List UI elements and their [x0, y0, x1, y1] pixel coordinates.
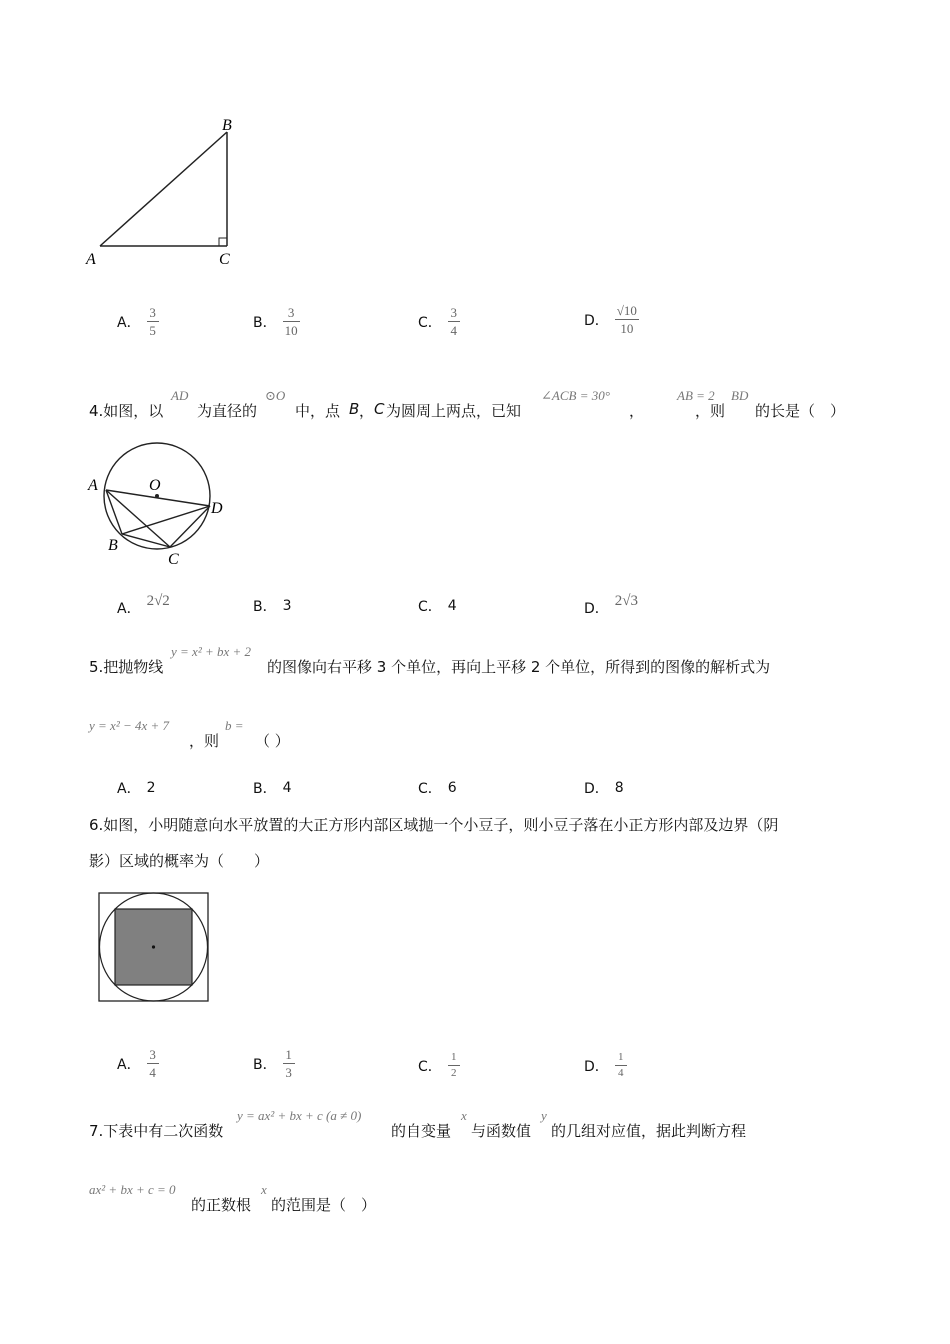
- q4-text-1: 4.如图，以: [89, 402, 164, 420]
- option-value: 2√3: [614, 592, 639, 609]
- q7-text-3: 与函数值: [471, 1122, 532, 1140]
- option-label: D．: [584, 781, 609, 797]
- point-label-o: O: [149, 477, 161, 494]
- q4-text-3: 中，点: [295, 402, 341, 420]
- q4-option-b[interactable]: [253, 596, 292, 616]
- fraction: $\frac{1}{4}$: [615, 1050, 627, 1081]
- option-value: 4: [282, 780, 292, 796]
- squares-figure: [96, 890, 212, 1004]
- q5-option-b[interactable]: [253, 778, 292, 798]
- q7-math-y: y: [541, 1108, 547, 1123]
- q4-option-d[interactable]: [584, 584, 638, 618]
- q5-math-result: y = x² − 4x + 7: [89, 718, 170, 733]
- fraction: $\frac{1}{3}$: [283, 1046, 295, 1081]
- q6-stem-line2: 影）区域的概率为（ ）: [89, 852, 270, 870]
- q7-math-x: x: [461, 1108, 467, 1123]
- q4-stem: [89, 388, 869, 428]
- option-label: C．: [418, 781, 442, 797]
- q5-option-d[interactable]: [584, 778, 624, 798]
- q7-text-5: 的正数根: [191, 1196, 252, 1214]
- option-label: D．: [584, 1058, 609, 1075]
- q3-option-c[interactable]: [418, 304, 460, 339]
- option-label: B．: [253, 314, 277, 331]
- q4-text-7: ，则: [695, 402, 726, 420]
- option-label: C．: [418, 599, 442, 615]
- q7-math-root-x: x: [261, 1182, 267, 1197]
- option-label: C．: [418, 314, 442, 331]
- q4-math-angle: ∠ACB = 30°: [541, 388, 610, 403]
- q4-math-ab: AB = 2: [677, 388, 715, 403]
- option-value: 2√2: [146, 592, 170, 609]
- q7-text-1: 7.下表中有二次函数: [89, 1122, 224, 1140]
- fraction: $\frac{3}{4}$: [448, 304, 460, 339]
- option-label: A．: [117, 1056, 141, 1073]
- q4-math-circle-o: ⊙O: [265, 388, 286, 403]
- q7-stem-line1: [89, 1108, 869, 1144]
- option-value: 4: [447, 598, 457, 614]
- q3-option-d[interactable]: [584, 302, 639, 337]
- point-label-a: A: [88, 477, 98, 494]
- q4-text-5: 为圆周上两点，已知: [386, 402, 522, 420]
- option-value: 6: [447, 780, 457, 796]
- q5-stem-line2: [89, 718, 489, 754]
- q4-math-bd: BD: [731, 388, 749, 403]
- q5-option-c[interactable]: [418, 778, 457, 798]
- right-triangle-figure: [80, 110, 250, 275]
- circle-figure: [84, 440, 234, 575]
- fraction: $\frac{3}{5}$: [147, 304, 159, 339]
- q4-point-c: C: [374, 400, 385, 418]
- option-label: A．: [117, 781, 141, 797]
- q6-option-c[interactable]: [418, 1050, 460, 1081]
- q4-text-4: ，: [359, 402, 375, 420]
- point-label-d: D: [211, 500, 223, 517]
- q5-math-b: b =: [225, 718, 244, 733]
- option-label: B．: [253, 599, 277, 615]
- q5-stem-line1: [89, 644, 869, 680]
- q6-option-b[interactable]: [253, 1046, 295, 1081]
- q4-point-b: B: [349, 400, 360, 418]
- fraction: $\frac{1}{2}$: [448, 1050, 460, 1081]
- q7-text-4: 的几组对应值，据此判断方程: [551, 1122, 747, 1140]
- q7-math-function: y = ax² + bx + c (a ≠ 0): [237, 1108, 362, 1123]
- q3-option-b[interactable]: [253, 304, 300, 339]
- option-value: 8: [614, 780, 624, 796]
- q3-option-a[interactable]: [117, 304, 159, 339]
- option-value: 3: [282, 598, 292, 614]
- q7-text-6: 的范围是（ ）: [271, 1196, 377, 1214]
- q6-stem-line1: 6.如图，小明随意向水平放置的大正方形内部区域抛一个小豆子，则小豆子落在小正方形内部及边界（阴: [89, 816, 779, 834]
- option-label: A．: [117, 601, 141, 617]
- q4-math-ad: AD: [171, 388, 189, 403]
- option-label: B．: [253, 1056, 277, 1073]
- q4-text-2: 为直径的: [197, 402, 258, 420]
- q4-option-c[interactable]: [418, 596, 457, 616]
- q7-math-equation: ax² + bx + c = 0: [89, 1182, 176, 1197]
- q7-stem-line2: [89, 1182, 489, 1218]
- q5-text-2: 的图像向右平移 3 个单位，再向上平移 2 个单位，所得到的图像的解析式为: [267, 658, 771, 676]
- q7-text-2: 的自变量: [391, 1122, 452, 1140]
- point-label-c: C: [168, 551, 179, 568]
- option-label: A．: [117, 314, 141, 331]
- q4-option-a[interactable]: [117, 584, 170, 618]
- q5-text-4: （ ）: [255, 732, 290, 750]
- q6-option-d[interactable]: [584, 1050, 627, 1081]
- q4-text-8: 的长是（ ）: [755, 402, 846, 420]
- q5-option-a[interactable]: [117, 778, 156, 798]
- fraction: $\frac{3}{4}$: [147, 1046, 159, 1081]
- q5-math-parabola: y = x² + bx + 2: [171, 644, 252, 659]
- fraction: $\frac{3}{10}$: [284, 305, 298, 338]
- option-value: 2: [146, 780, 156, 796]
- option-label: C．: [418, 1058, 442, 1075]
- q5-text-1: 5.把抛物线: [89, 658, 164, 676]
- option-label: D．: [584, 601, 609, 617]
- q5-text-3: ，则: [189, 732, 220, 750]
- option-label: B．: [253, 781, 277, 797]
- vertex-label-c: C: [219, 251, 230, 268]
- vertex-label-a: A: [86, 251, 96, 268]
- point-label-b: B: [108, 537, 118, 554]
- vertex-label-b: B: [222, 117, 232, 134]
- option-label: D．: [584, 312, 609, 329]
- fraction: $\frac{√10}{10}$: [616, 303, 637, 336]
- q6-option-a[interactable]: [117, 1046, 159, 1081]
- q4-text-6: ，: [629, 402, 645, 420]
